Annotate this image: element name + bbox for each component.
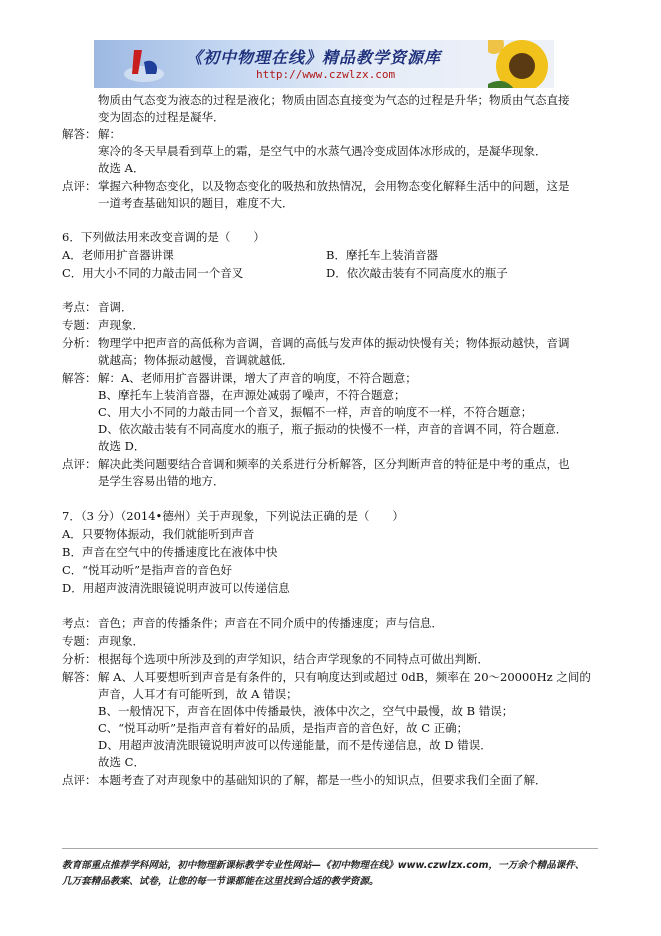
q7-zhuanti: 声现象． <box>98 634 144 648</box>
q7-option-b: B．声音在空气中的传播速度比在液体中快 <box>62 545 278 559</box>
q6-jieda-line3: C、用大小不同的力敲击同一个音叉，振幅不一样，声音的响度不一样，不符合题意； <box>98 405 533 419</box>
q6-fenxi-label: 分析： <box>62 336 97 350</box>
footer-divider <box>62 848 598 849</box>
q7-option-d: D．用超声波清洗眼镜说明声波可以传递信息 <box>62 581 290 595</box>
q6-fenxi-line2: 就越高；物体振动越慢，音调就越低． <box>98 353 294 367</box>
q6-jieda-line5: 故选 D． <box>98 439 146 453</box>
footer-line1: 教育部重点推荐学科网站，初中物理新课标教学专业性网站—《初中物理在线》www.czwlzx.com，一万余个精品课件、 <box>62 860 585 871</box>
q5-explanation-line1: 物质由气态变为液态的过程是液化；物质由固态直接变为气态的过程是升华；物质由气态直接 <box>98 93 570 107</box>
q6-jieda-label: 解答： <box>62 371 97 385</box>
q5-comment-line1: 掌握六种物态变化，以及物态变化的吸热和放热情况，会用物态变化解释生活中的问题，这是 <box>98 179 570 193</box>
q6-option-c: C．用大小不同的力敲击同一个音叉 <box>62 266 244 280</box>
q6-zhuanti-label: 专题： <box>62 318 97 332</box>
q7-jieda-line6: 故选 C． <box>98 755 145 769</box>
q6-jieda-line1: 解：A、老师用扩音器讲课，增大了声音的响度，不符合题意； <box>98 371 417 385</box>
q7-dianping-label: 点评： <box>62 773 97 787</box>
q6-dianping-line1: 解决此类问题要结合音调和频率的关系进行分析解答，区分判断声音的特征是中考的重点，也 <box>98 457 570 471</box>
q7-jieda-line1: 解 A、人耳要想听到声音是有条件的，只有响度达到或超过 0dB，频率在 20～20000Hz 之间的 <box>98 670 591 684</box>
q5-comment-line2: 一道考查基础知识的题目，难度不大． <box>98 196 294 210</box>
q5-answer-line1: 寒冷的冬天早晨看到草上的霜，是空气中的水蒸气遇冷变成固体冰形成的，是凝华现象． <box>98 144 547 158</box>
q7-option-a: A．只要物体振动，我们就能听到声音 <box>62 527 255 541</box>
q7-kaodian-label: 考点： <box>62 616 97 630</box>
q6-kaodian-label: 考点： <box>62 300 97 314</box>
footer-line2: 几万套精品教案、试卷，让您的每一节课都能在这里找到合适的教学资源。 <box>62 876 379 887</box>
sunflower-icon <box>488 40 552 88</box>
site-title: 《初中物理在线》精品教学资源库 <box>186 48 442 67</box>
q7-jieda-line3: B、一般情况下，声音在固体中传播最快，液体中次之，空气中最慢，故 B 错误； <box>98 704 514 718</box>
q6-zhuanti: 声现象． <box>98 318 144 332</box>
q5-answer-label: 解答： <box>62 127 97 141</box>
q7-jieda-line5: D、用超声波清洗眼镜说明声波可以传递能量，而不是传递信息，故 D 错误． <box>98 738 492 752</box>
q7-stem: 7．（3 分）（2014•德州）关于声现象，下列说法正确的是（ ） <box>62 509 404 523</box>
q5-answer-line2: 故选 A． <box>98 161 145 175</box>
q6-dianping-line2: 是学生容易出错的地方． <box>98 474 225 488</box>
q7-jieda-label: 解答： <box>62 670 97 684</box>
site-banner <box>94 40 554 88</box>
site-url[interactable]: http://www.czwlzx.com <box>256 68 396 81</box>
q5-answer-head: 解： <box>98 127 121 141</box>
q6-option-d: D．依次敲击装有不同高度水的瓶子 <box>326 266 508 280</box>
q6-option-b: B．摩托车上装消音器 <box>326 248 438 262</box>
q7-fenxi-label: 分析： <box>62 652 97 666</box>
q6-fenxi-line1: 物理学中把声音的高低称为音调，音调的高低与发声体的振动快慢有关；物体振动越快，音调 <box>98 336 570 350</box>
q6-jieda-line4: D、依次敲击装有不同高度水的瓶子，瓶子振动的快慢不一样，声音的音调不同，符合题意． <box>98 422 568 436</box>
q7-jieda-line4: C、“悦耳动听”是指声音有着好的品质，是指声音的音色好，故 C 正确； <box>98 721 469 735</box>
q7-zhuanti-label: 专题： <box>62 634 97 648</box>
q6-dianping-label: 点评： <box>62 457 97 471</box>
site-logo-icon <box>122 44 166 86</box>
q5-explanation-line2: 变为固态的过程是凝华． <box>98 110 225 124</box>
q7-dianping-line1: 本题考查了对声现象中的基础知识的了解，都是一些小的知识点，但要求我们全面了解． <box>98 773 547 787</box>
q6-jieda-line2: B、摩托车上装消音器，在声源处减弱了噪声，不符合题意； <box>98 388 406 402</box>
q7-fenxi-line1: 根据每个选项中所涉及到的声学知识，结合声学现象的不同特点可做出判断． <box>98 652 489 666</box>
q6-option-a: A．老师用扩音器讲课 <box>62 248 174 262</box>
q5-comment-label: 点评： <box>62 179 97 193</box>
q7-kaodian: 音色；声音的传播条件；声音在不同介质中的传播速度；声与信息． <box>98 616 443 630</box>
q7-option-c: C．“悦耳动听”是指声音的音色好 <box>62 563 233 577</box>
q6-kaodian: 音调． <box>98 300 133 314</box>
q6-stem: 6．下列做法用来改变音调的是（ ） <box>62 230 265 244</box>
q7-jieda-line2: 声音，人耳才有可能听到，故 A 错误； <box>98 687 298 701</box>
